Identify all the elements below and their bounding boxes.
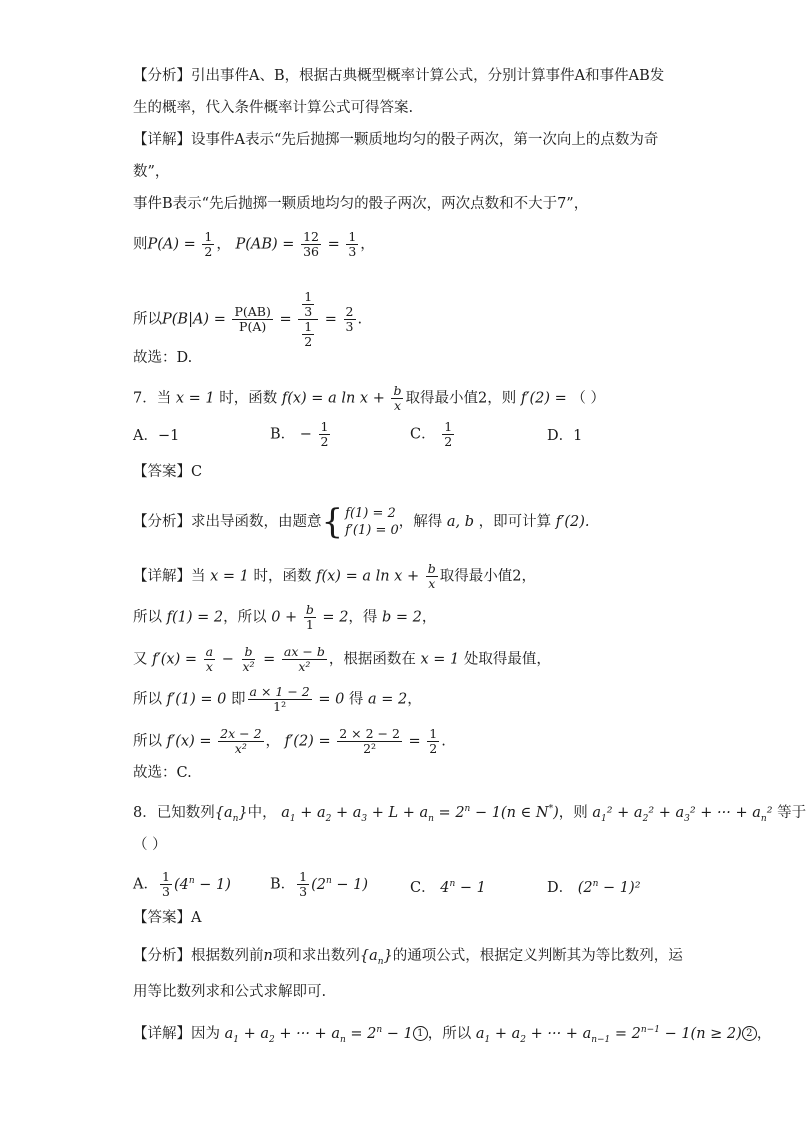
p7-d2-c: ，得 xyxy=(348,609,378,626)
p8-option-c-label: C． xyxy=(410,879,436,896)
p8-detail-a: 因为 xyxy=(191,1025,220,1042)
p7-d4-a: 所以 xyxy=(133,691,162,708)
p7-d3-c: 处取得最值， xyxy=(463,651,551,668)
p7-detail-3: 又 f′(x) = $\frac{a}{x}$ − $\frac{b}{\text{x²}}$ = $\frac{ax - b}{\text{x²}}$ ，根据函数在 x = 1 处取得最值， xyxy=(133,644,551,674)
detail-tag: 【详解】 xyxy=(133,132,191,148)
p7-analysis: 【分析】求出导函数，由题意 { f(1) = 2 f′(1) = 0 ，解得 a, b ，即可计算 f′(2). xyxy=(133,502,590,542)
detail-tag: 【详解】 xyxy=(133,1025,191,1042)
p7-option-a xyxy=(133,426,179,446)
p8-analysis-a: 根据数列前 xyxy=(191,948,264,964)
p6-detail-text1: 设事件A表示“先后抛掷一颗质地均匀的骰子两次，第一次向上的点数为奇 xyxy=(191,132,659,148)
p6-prob-line: 则P(A) = $\frac{1}{2}$ ， P(AB) = $\frac{12}{36}$ = $\frac{1}{3}$ ， xyxy=(133,229,375,259)
p7-d3-b: ，根据函数在 xyxy=(328,651,416,668)
p6-detail-text3: 事件B表示“先后抛掷一颗质地均匀的骰子两次，两次点数和不大于7”， xyxy=(133,196,589,212)
p7-stem-a: 7．当 xyxy=(133,390,172,407)
p6-cond-prob-line: 所以P(B|A) = $\frac{P(AB)}{P(A)}$ = $\frac{\frac{1}{3}}{\frac{1}{2}}$ = $\frac{2}{3}$ . xyxy=(133,289,363,349)
p6-detail-text2: 数”， xyxy=(133,164,170,180)
p7-analysis-c: ，即可计算 xyxy=(478,514,552,530)
p7-detail-1: 【详解】当 x = 1 时，函数 f(x) = a ln x + $\frac{b}{x}$ 取得最小值2， xyxy=(133,561,536,591)
formula: P(B|A) = xyxy=(162,311,231,328)
p8-stem: 8．已知数列$\{a_n\}$中， $a_1 + a_2 + a_3 + L + a_n = 2^n - 1(n$ ∈ N*)，则 $a_1^2 + a_2^2 + a_3^2$ + ··· + $a_n^2$ 等于 xyxy=(133,804,806,824)
p8-option-a: A． $\frac{1}{3}$ $(4^n - 1)$ xyxy=(133,869,231,899)
p7-d4-b: 即 xyxy=(231,691,246,708)
fraction: $\frac{P(AB)}{P(A)}$ xyxy=(234,304,271,334)
p7-detail-2: 所以 f(1) = 2，所以 0 + $\frac{b}{1}$ = 2，得 b = 2， xyxy=(133,602,437,632)
p8-analysis-text2: 用等比数列求和公式求解即可. xyxy=(133,984,327,1000)
p8-stem-a: 8．已知数列 xyxy=(133,804,215,821)
equation-system: { f(1) = 2 f′(1) = 0 xyxy=(321,502,399,542)
analysis-tag: 【分析】 xyxy=(133,948,191,964)
p7-answer-value: C xyxy=(191,464,203,480)
p8-detail-end: ， xyxy=(756,1025,772,1042)
p6-detail-line2 xyxy=(133,162,169,182)
p8-option-a-label: A． xyxy=(133,876,158,893)
p8-analysis-line2 xyxy=(133,982,326,1002)
p7-detail-5: 所以 f′(x) = $\frac{2x - 2}{\text{x²}}$ ， f′(2) = $\frac{2 \times 2 - 2}{\text{2²}}$ = $\frac{1}{2}$ . xyxy=(133,726,446,756)
p8-option-b-label: B． xyxy=(270,876,296,893)
p7-option-b: B． − $\frac{1}{2}$ xyxy=(270,419,329,449)
p8-option-d-label: D． xyxy=(547,879,574,896)
p6-conclusion-text: 故选：D. xyxy=(133,350,193,366)
p8-analysis-b: 项和求出数列 xyxy=(272,948,360,964)
analysis-tag: 【分析】 xyxy=(133,514,191,530)
p6-then-prefix: 则 xyxy=(133,236,148,253)
p6-analysis-line1 xyxy=(133,66,664,86)
p6-analysis-line2 xyxy=(133,98,413,118)
p8-analysis-c: 的通项公式，根据定义判断其为等比数列，运 xyxy=(392,948,683,964)
p7-option-c-label: C． xyxy=(410,426,436,443)
p8-detail-line1: 【详解】因为 $a_1 + a_2$ + ··· + $a_n = 2^n - 1$ 1 ，所以 $a_1 + a_2$ + ··· + $a_{n-1} = 2^{n-1} - 1(n \ge 2)$ 2 ， xyxy=(133,1025,772,1045)
fraction: $\frac{b}{x}$ xyxy=(393,383,402,413)
p7-d2-b: ，所以 xyxy=(223,609,267,626)
p8-detail-b: ，所以 xyxy=(427,1025,472,1042)
p7-detail-b: 时，函数 xyxy=(253,568,312,585)
p8-option-c: C． $4^n - 1$ xyxy=(410,879,486,896)
p8-answer xyxy=(133,908,201,928)
p7-d2-a: 所以 xyxy=(133,609,162,626)
p6-detail-line3 xyxy=(133,194,588,214)
p8-stem-c: ，则 xyxy=(558,804,588,821)
p6-so-prefix: 所以 xyxy=(133,311,162,328)
formula: P(AB) = xyxy=(230,236,300,253)
p8-stem-paren-text: （ ） xyxy=(133,837,167,853)
p6-detail-line1 xyxy=(133,130,658,150)
p7-option-d xyxy=(547,426,582,446)
detail-tag: 【详解】 xyxy=(133,568,191,585)
p7-d5-a: 所以 xyxy=(133,733,162,750)
p7-detail-a: 当 xyxy=(191,568,206,585)
p8-stem-d: 等于 xyxy=(777,804,806,821)
p8-option-d: D． $(2^n - 1)^2$ xyxy=(547,879,641,896)
p7-d3-a: 又 xyxy=(133,651,148,668)
p7-detail-c: 取得最小值2， xyxy=(439,568,536,585)
p7-stem: 7．当 x = 1 时，函数 f(x) = a ln x + $\frac{b}{x}$ 取得最小值2，则 f′(2) = （ ） xyxy=(133,383,606,413)
p7-conclusion-text: 故选：C. xyxy=(133,765,192,781)
analysis-tag: 【分析】 xyxy=(133,68,191,84)
circled-one: 1 xyxy=(413,1026,428,1041)
p7-detail-4: 所以 f′(1) = 0 即 $\frac{a \times 1 - 2}{\text{1²}}$ = 0 得 a = 2， xyxy=(133,684,422,714)
p7-option-d-text: D．1 xyxy=(547,428,583,444)
fraction: $\frac{12}{36}$ xyxy=(303,229,319,259)
p6-analysis-text1: 引出事件A、B，根据古典概型概率计算公式，分别计算事件A和事件AB发 xyxy=(191,68,665,84)
fraction: $\frac{1}{2}$ xyxy=(204,229,213,259)
p7-answer xyxy=(133,462,202,482)
circled-two: 2 xyxy=(742,1026,757,1041)
compound-fraction: $\frac{\frac{1}{3}}{\frac{1}{2}}$ xyxy=(298,290,318,349)
formula: P(A) = xyxy=(147,236,201,253)
p7-option-c: C． $\frac{1}{2}$ xyxy=(410,419,453,449)
p8-stem-b: 中， xyxy=(247,804,277,821)
p7-stem-c: 取得最小值2，则 xyxy=(405,390,517,407)
p7-d4-c: 得 xyxy=(348,691,364,708)
p8-option-b: B． $\frac{1}{3}$ $(2^n - 1)$ xyxy=(270,869,369,899)
answer-tag: 【答案】 xyxy=(133,464,191,480)
p7-option-a-text: A．−1 xyxy=(133,428,180,444)
p7-conclusion xyxy=(133,763,192,783)
p7-option-b-label: B． xyxy=(270,426,296,443)
fraction: $\frac{1}{3}$ xyxy=(348,229,357,259)
p8-analysis-line1: 【分析】根据数列前n项和求出数列$\{a_n\}$的通项公式，根据定义判断其为等比数列，运 xyxy=(133,948,683,967)
p8-stem-paren xyxy=(133,835,167,855)
p8-answer-value: A xyxy=(191,910,202,926)
p7-analysis-b: ，解得 xyxy=(398,514,443,530)
p7-analysis-a: 求出导函数，由题意 xyxy=(191,514,322,530)
p6-analysis-text2: 生的概率，代入条件概率计算公式可得答案. xyxy=(133,100,414,116)
p7-stem-b: 时，函数 xyxy=(219,390,278,407)
p6-conclusion xyxy=(133,348,192,368)
fraction: $\frac{2}{3}$ xyxy=(345,304,354,334)
p7-stem-d: （ ） xyxy=(571,390,606,407)
answer-tag: 【答案】 xyxy=(133,910,191,926)
